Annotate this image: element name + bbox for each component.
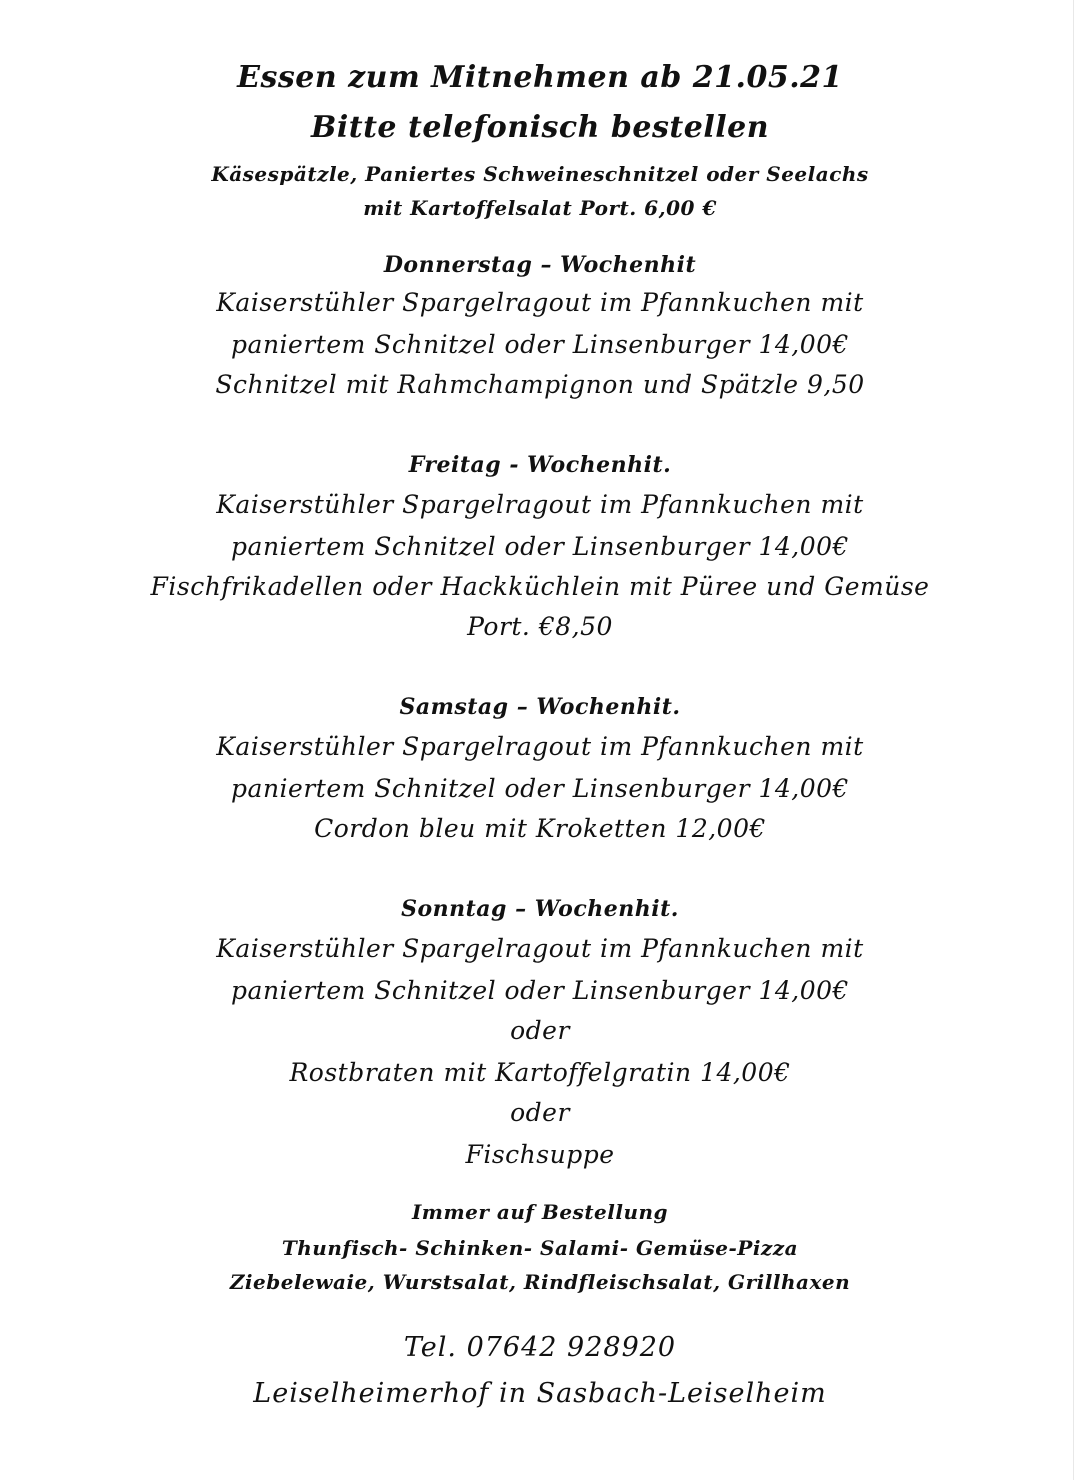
saturday-heading: Samstag – Wochenhit. — [399, 694, 681, 720]
always-line-1: Thunfisch- Schinken- Salami- Gemüse-Pizza — [281, 1236, 799, 1260]
daily-offer-line-2: mit Kartoffelsalat Port. 6,00 € — [363, 196, 717, 220]
sunday-line-2: paniertem Schnitzel oder Linsenburger 14,00€ — [231, 976, 849, 1005]
friday-heading: Freitag - Wochenhit. — [408, 452, 672, 478]
contact-address: Leiselheimerhof in Sasbach-Leiselheim — [253, 1378, 827, 1409]
saturday-line-3: Cordon bleu mit Kroketten 12,00€ — [314, 814, 766, 843]
thursday-line-1: Kaiserstühler Spargelragout im Pfannkuchen mit — [216, 288, 864, 317]
friday-line-3: Fischfrikadellen oder Hackküchlein mit Püree und Gemüse — [150, 572, 930, 601]
sunday-or-1: oder — [510, 1016, 570, 1045]
menu-title: Essen zum Mitnehmen ab 21.05.21 — [237, 60, 843, 95]
always-line-2: Ziebelewaie, Wurstsalat, Rindfleischsalat, Grillhaxen — [229, 1270, 851, 1294]
sunday-line-1: Kaiserstühler Spargelragout im Pfannkuchen mit — [216, 934, 864, 963]
menu-subtitle: Bitte telefonisch bestellen — [310, 110, 770, 145]
friday-line-1: Kaiserstühler Spargelragout im Pfannkuchen mit — [216, 490, 864, 519]
thursday-line-2: paniertem Schnitzel oder Linsenburger 14,00€ — [231, 330, 849, 359]
sunday-or-2: oder — [510, 1098, 570, 1127]
thursday-heading: Donnerstag – Wochenhit — [383, 252, 697, 278]
friday-line-4: Port. €8,50 — [467, 612, 613, 641]
sunday-heading: Sonntag – Wochenhit. — [401, 896, 679, 922]
always-heading: Immer auf Bestellung — [411, 1200, 669, 1224]
contact-phone: Tel. 07642 928920 — [403, 1332, 677, 1363]
thursday-line-3: Schnitzel mit Rahmchampignon und Spätzle 9,50 — [215, 370, 865, 399]
friday-line-2: paniertem Schnitzel oder Linsenburger 14,00€ — [231, 532, 849, 561]
sunday-line-4: Fischsuppe — [465, 1140, 615, 1169]
saturday-line-2: paniertem Schnitzel oder Linsenburger 14,00€ — [231, 774, 849, 803]
saturday-line-1: Kaiserstühler Spargelragout im Pfannkuchen mit — [216, 732, 864, 761]
daily-offer-line-1: Käsespätzle, Paniertes Schweineschnitzel oder Seelachs — [211, 162, 869, 186]
sunday-line-3: Rostbraten mit Kartoffelgratin 14,00€ — [289, 1058, 791, 1087]
